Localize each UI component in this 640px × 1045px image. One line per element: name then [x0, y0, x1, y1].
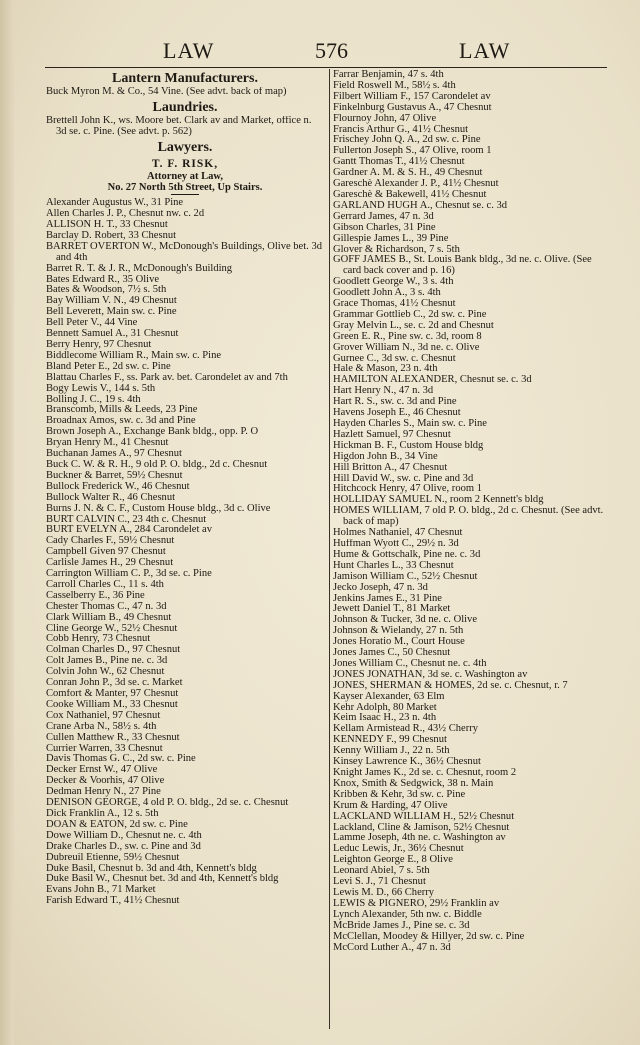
listing-entry: Cobb Henry, 73 Chesnut	[46, 634, 151, 645]
listing-entry: Bryan Henry M., 41 Chesnut	[46, 438, 169, 449]
listing-entry: Jones William C., Chesnut ne. c. 4th	[333, 658, 487, 669]
listing-entry: Currier Warren, 33 Chesnut	[46, 743, 163, 754]
listing-entry: Knox, Smith & Sedgwick, 38 n. Main	[333, 778, 494, 789]
listing-entry: Blattau Charles F., ss. Park av. bet. Carondelet av and 7th	[46, 372, 288, 383]
listing-entry: Crane Arba N., 58½ s. 4th	[46, 721, 157, 732]
running-head	[45, 38, 607, 68]
listing-entry: Field Roswell M., 58½ s. 4th	[333, 80, 456, 91]
listing-entry: Bullock Frederick W., 46 Chesnut	[46, 481, 190, 492]
listing-entry: Bay William V. N., 49 Chesnut	[46, 296, 177, 307]
advertisement-card	[46, 158, 324, 197]
listing-entry: Colvin John W., 62 Chesnut	[46, 667, 165, 678]
listing-entry: Dowe William D., Chesnut ne. c. 4th	[46, 830, 202, 841]
lawyers-list-left	[46, 198, 324, 907]
listing-entry: Clark William B., 49 Chesnut	[46, 612, 172, 623]
listing-entry: Cooke William M., 33 Chesnut	[46, 699, 178, 710]
listing-entry: LACKLAND WILLIAM H., 52½ Chesnut	[333, 811, 515, 822]
listing-entry: Hart R. S., sw. c. 3d and Pine	[333, 397, 457, 408]
listing-entry: Barclay D. Robert, 33 Chesnut	[46, 230, 177, 241]
listing-entry: Cox Nathaniel, 97 Chesnut	[46, 710, 161, 721]
running-head-left: LAW	[163, 38, 215, 63]
listing-entry: Bullock Walter R., 46 Chesnut	[46, 492, 176, 503]
listing-entry: Glover & Richardson, 7 s. 5th	[333, 244, 460, 255]
listing-entry: Flournoy John, 47 Olive	[333, 113, 437, 124]
listing-entry: Duke Basil W., Chesnut bet. 3d and 4th, Kennett's bldg	[46, 874, 279, 885]
listing-entry: Gareschè & Bakewell, 41½ Chesnut	[333, 189, 487, 200]
listing-entry: Hickman B. F., Custom House bldg	[333, 440, 484, 451]
listing-entry: Brown Joseph A., Exchange Bank bldg., opp. P. O	[46, 427, 259, 438]
listing-entry: KENNEDY F., 99 Chesnut	[333, 735, 447, 746]
listing-entry: Evans John B., 71 Market	[46, 885, 156, 896]
listing-entry: Gantt Thomas T., 41½ Chesnut	[333, 157, 465, 168]
header-rule	[45, 67, 607, 68]
listing-entry: Kellam Armistead R., 43½ Cherry	[333, 724, 478, 735]
listing-entry: Gerrard James, 47 n. 3d	[333, 211, 434, 222]
listing-entry: Farish Edward T., 41½ Chesnut	[46, 896, 180, 907]
listing-entry: Bennett Samuel A., 31 Chesnut	[46, 329, 179, 340]
listing-entry: Kehr Adolph, 80 Market	[333, 702, 437, 713]
listing-entry: Allen Charles J. P., Chesnut nw. c. 2d	[46, 209, 205, 220]
listing-entry: Krum & Harding, 47 Olive	[333, 800, 448, 811]
listing-entry: Gurnee C., 3d sw. c. Chesnut	[333, 353, 456, 364]
column-divider	[329, 69, 330, 1029]
listing-entry: Grover William N., 3d ne. c. Olive	[333, 342, 480, 353]
listing-entry: Brettell John K., ws. Moore bet. Clark av and Market, office n. 3d se. c. Pine. (See advt. p. 562)	[46, 115, 312, 137]
listing-entry: Holmes Nathaniel, 47 Chesnut	[333, 528, 463, 539]
listing-entry: Johnson & Tucker, 3d ne. c. Olive	[333, 615, 478, 626]
listing-entry: Jamison William C., 52½ Chesnut	[333, 571, 478, 582]
listing-entry: Havens Joseph E., 46 Chesnut	[333, 408, 461, 419]
listing-entry: BURT CALVIN C., 23 4th c. Chesnut	[46, 514, 207, 525]
ad-address: No. 27 North 5th Street, Up Stairs.	[107, 182, 263, 194]
listing-entry: Keim Isaac H., 23 n. 4th	[333, 713, 437, 724]
section-title-laundries: Laundries.	[152, 99, 218, 115]
page-spine-shadow	[0, 0, 14, 1045]
listing-entry: LEWIS & PIGNERO, 29½ Franklin av	[333, 898, 500, 909]
listing-entry: Gardner A. M. & S. H., 49 Chesnut	[333, 168, 483, 179]
listing-entry: Cady Charles F., 59½ Chesnut	[46, 536, 175, 547]
listing-entry: Broadnax Amos, sw. c. 3d and Pine	[46, 416, 196, 427]
listing-entry: Davis Thomas G. C., 2d sw. c. Pine	[46, 754, 196, 765]
listing-entry: Kinsey Lawrence K., 36½ Chesnut	[333, 757, 481, 768]
listing-entry: Buchanan James A., 97 Chesnut	[46, 449, 182, 460]
listing-entry: ALLISON H. T., 33 Chesnut	[46, 220, 168, 231]
ad-name: T. F. RISK,	[151, 157, 219, 170]
listing-entry: Bell Peter V., 44 Vine	[46, 318, 138, 329]
listing-entry: Dick Franklin A., 12 s. 5th	[46, 808, 159, 819]
listing-entry: Grace Thomas, 41½ Chesnut	[333, 299, 456, 310]
listing-entry: Casselberry E., 36 Pine	[46, 590, 145, 601]
listing-entry: Frischey John Q. A., 2d sw. c. Pine	[333, 135, 481, 146]
listing-entry: Dedman Henry N., 27 Pine	[46, 787, 161, 798]
listing-entry: Levi S. J., 71 Chesnut	[333, 877, 426, 888]
listing-entry: GOFF JAMES B., St. Louis Bank bldg., 3d ne. c. Olive. (See card back cover and p. 16)	[333, 255, 592, 277]
listing-entry: Bates & Woodson, 7½ s. 5th	[46, 285, 167, 296]
left-column	[46, 70, 324, 907]
listing-entry: Goodlett George W., 3 s. 4th	[333, 277, 454, 288]
listing-entry: Campbell Given 97 Chesnut	[46, 547, 166, 558]
listing-entry: Huffman Wyott C., 29½ n. 3d	[333, 538, 459, 549]
listing-entry: BURT EVELYN A., 284 Carondelet av	[46, 525, 212, 536]
section-title-lawyers: Lawyers.	[157, 139, 213, 155]
listing-entry: McClellan, Moodey & Hillyer, 2d sw. c. Pine	[333, 931, 525, 942]
listing-entry: Hazlett Samuel, 97 Chesnut	[333, 429, 451, 440]
listing-entry: Bell Leverett, Main sw. c. Pine	[46, 307, 177, 318]
listing-entry: HAMILTON ALEXANDER, Chesnut se. c. 3d	[333, 375, 532, 386]
listing-entry: Biddlecome William R., Main sw. c. Pine	[46, 350, 222, 361]
listing-entry: Berry Henry, 97 Chesnut	[46, 340, 152, 350]
listing-entry: Hitchcock Henry, 47 Olive, room 1	[333, 484, 482, 495]
listing-entry: Chester Thomas C., 47 n. 3d	[46, 601, 167, 612]
ad-subtitle: Attorney at Law,	[146, 170, 224, 182]
listing-entry: HOMES WILLIAM, 7 old P. O. bldg., 2d c. Chesnut. (See advt. back of map)	[333, 506, 604, 528]
listing-entry: Hart Henry N., 47 n. 3d	[333, 386, 434, 397]
right-column	[333, 70, 610, 953]
listing-entry: Gray Melvin L., se. c. 2d and Chesnut	[333, 320, 494, 331]
listing-entry: Gillespie James L., 39 Pine	[333, 233, 449, 244]
listing-entry: Grammar Gottlieb C., 2d sw. c. Pine	[333, 309, 487, 320]
listing-entry: Hill Britton A., 47 Chesnut	[333, 462, 448, 473]
listing-entry: Duke Basil, Chesnut b. 3d and 4th, Kennett's bldg	[46, 863, 257, 874]
listing-entry: Comfort & Manter, 97 Chesnut	[46, 689, 179, 699]
listing-entry: Lackland, Cline & Jamison, 52½ Chesnut	[333, 822, 510, 833]
listing-entry: Colman Charles D., 97 Chesnut	[46, 645, 181, 656]
listing-entry: Filbert William F., 157 Carondelet av	[333, 91, 491, 102]
listing-entry: Gareschè Alexander J. P., 41½ Chesnut	[333, 179, 499, 190]
listing-entry: Jones Horatio M., Court House	[333, 637, 465, 648]
listing-entry: Carrington William C. P., 3d se. c. Pine	[46, 569, 212, 580]
listing-entry: Leighton George E., 8 Olive	[333, 855, 453, 866]
listing-entry: Jecko Joseph, 47 n. 3d	[333, 582, 428, 593]
running-head-right: LAW	[459, 38, 511, 63]
listing-entry: Decker & Voorhis, 47 Olive	[46, 776, 165, 787]
listing-entry: GARLAND HUGH A., Chesnut se. c. 3d	[333, 200, 508, 211]
listing-entry: Jewett Daniel T., 81 Market	[333, 604, 451, 615]
listing-entry: Jenkins James E., 31 Pine	[333, 593, 442, 604]
lawyers-list-right	[333, 70, 610, 953]
listing-entry: Bogy Lewis V., 144 s. 5th	[46, 383, 156, 394]
listing-entry: Buckner & Barret, 59½ Chesnut	[46, 470, 183, 481]
listing-entry: Farrar Benjamin, 47 s. 4th	[333, 70, 444, 80]
listing-entry: DOAN & EATON, 2d sw. c. Pine	[46, 819, 188, 830]
listing-entry: Leduc Lewis, Jr., 36½ Chesnut	[333, 844, 464, 855]
listing-entry: Cline George W., 52½ Chesnut	[46, 623, 178, 634]
listing-entry: Alexander Augustus W., 31 Pine	[46, 198, 184, 209]
listing-entry: Kenny William J., 22 n. 5th	[333, 746, 450, 757]
listing-entry: Buck Myron M. & Co., 54 Vine. (See advt. back of map)	[46, 87, 287, 97]
listing-entry: Hale & Mason, 23 n. 4th	[333, 364, 438, 375]
ad-rule	[171, 194, 199, 196]
listing-entry: Hume & Gottschalk, Pine ne. c. 3d	[333, 549, 481, 560]
listing-entry: Barret R. T. & J. R., McDonough's Building	[46, 263, 233, 274]
listing-entry: Kayser Alexander, 63 Elm	[333, 691, 445, 702]
listing-entry: Johnson & Wielandy, 27 n. 5th	[333, 626, 464, 637]
listing-entry: Gibson Charles, 31 Pine	[333, 222, 436, 233]
listing-entry: Lewis M. D., 66 Cherry	[333, 887, 435, 898]
section-title-lantern-manufacturers: Lantern Manufacturers.	[112, 71, 258, 86]
listing-entry: Conran John P., 3d se. c. Market	[46, 678, 183, 689]
listing-entry: Finkelnburg Gustavus A., 47 Chesnut	[333, 102, 492, 113]
listing-entry: Knight James K., 2d se. c. Chesnut, room 2	[333, 768, 517, 778]
listing-entry: BARRET OVERTON W., McDonough's Buildings, Olive bet. 3d and 4th	[46, 241, 322, 263]
listing-entry: Jones James C., 50 Chesnut	[333, 648, 451, 659]
listing-entry: Fullerton Joseph S., 47 Olive, room 1	[333, 146, 492, 157]
listing-entry: Bolling J. C., 19 s. 4th	[46, 394, 141, 405]
listing-entry: Carlisle James H., 29 Chesnut	[46, 558, 174, 569]
listing-entry: Burns J. N. & C. F., Custom House bldg., 3d c. Olive	[46, 503, 271, 514]
listing-entry: Green E. R., Pine sw. c. 3d, room 8	[333, 331, 482, 342]
listing-entry: Hunt Charles L., 33 Chesnut	[333, 560, 454, 571]
listing-entry: Bland Peter E., 2d sw. c. Pine	[46, 361, 171, 372]
listing-entry: Branscomb, Mills & Leeds, 23 Pine	[46, 405, 198, 416]
listing-entry: Kribben & Kehr, 3d sw. c. Pine	[333, 789, 466, 800]
listing-entry: McBride James J., Pine se. c. 3d	[333, 920, 470, 931]
listing-entry: Buck C. W. & R. H., 9 old P. O. bldg., 2d c. Chesnut	[46, 459, 268, 470]
listing-entry: McCord Luther A., 47 n. 3d	[333, 942, 451, 953]
listing-entry: DENISON GEORGE, 4 old P. O. bldg., 2d se. c. Chesnut	[46, 798, 289, 809]
listing-entry: HOLLIDAY SAMUEL N., room 2 Kennett's bldg	[333, 495, 544, 506]
listing-entry: Hill David W., sw. c. Pine and 3d	[333, 473, 474, 484]
listing-entry: JONES, SHERMAN & HOMES, 2d se. c. Chesnut, r. 7	[333, 680, 568, 691]
listing-entry: Colt James B., Pine ne. c. 3d	[46, 656, 168, 667]
listing-entry: Lynch Alexander, 5th nw. c. Biddle	[333, 909, 482, 920]
listing-entry: Decker Ernst W., 47 Olive	[46, 765, 158, 776]
listing-entry: Hayden Charles S., Main sw. c. Pine	[333, 419, 487, 429]
listing-entry: Francis Arthur G., 41½ Chesnut	[333, 124, 469, 135]
page-number: 576	[315, 38, 348, 63]
listing-entry: Dubreuil Etienne, 59½ Chesnut	[46, 852, 180, 863]
listing-entry: Bates Edward R., 35 Olive	[46, 274, 160, 285]
listing-entry: Carroll Charles C., 11 s. 4th	[46, 579, 164, 590]
listing-entry: Leonard Abiel, 7 s. 5th	[333, 866, 430, 877]
listing-entry: Cullen Matthew R., 33 Chesnut	[46, 732, 180, 743]
listing-entry: Goodlett John A., 3 s. 4th	[333, 288, 441, 299]
listing-entry: JONES JONATHAN, 3d se. c. Washington av	[333, 669, 528, 680]
listing-entry: Drake Charles D., sw. c. Pine and 3d	[46, 841, 201, 852]
listing-entry: Higdon John B., 34 Vine	[333, 451, 438, 462]
listing-entry: Lamme Joseph, 4th ne. c. Washington av	[333, 833, 506, 844]
